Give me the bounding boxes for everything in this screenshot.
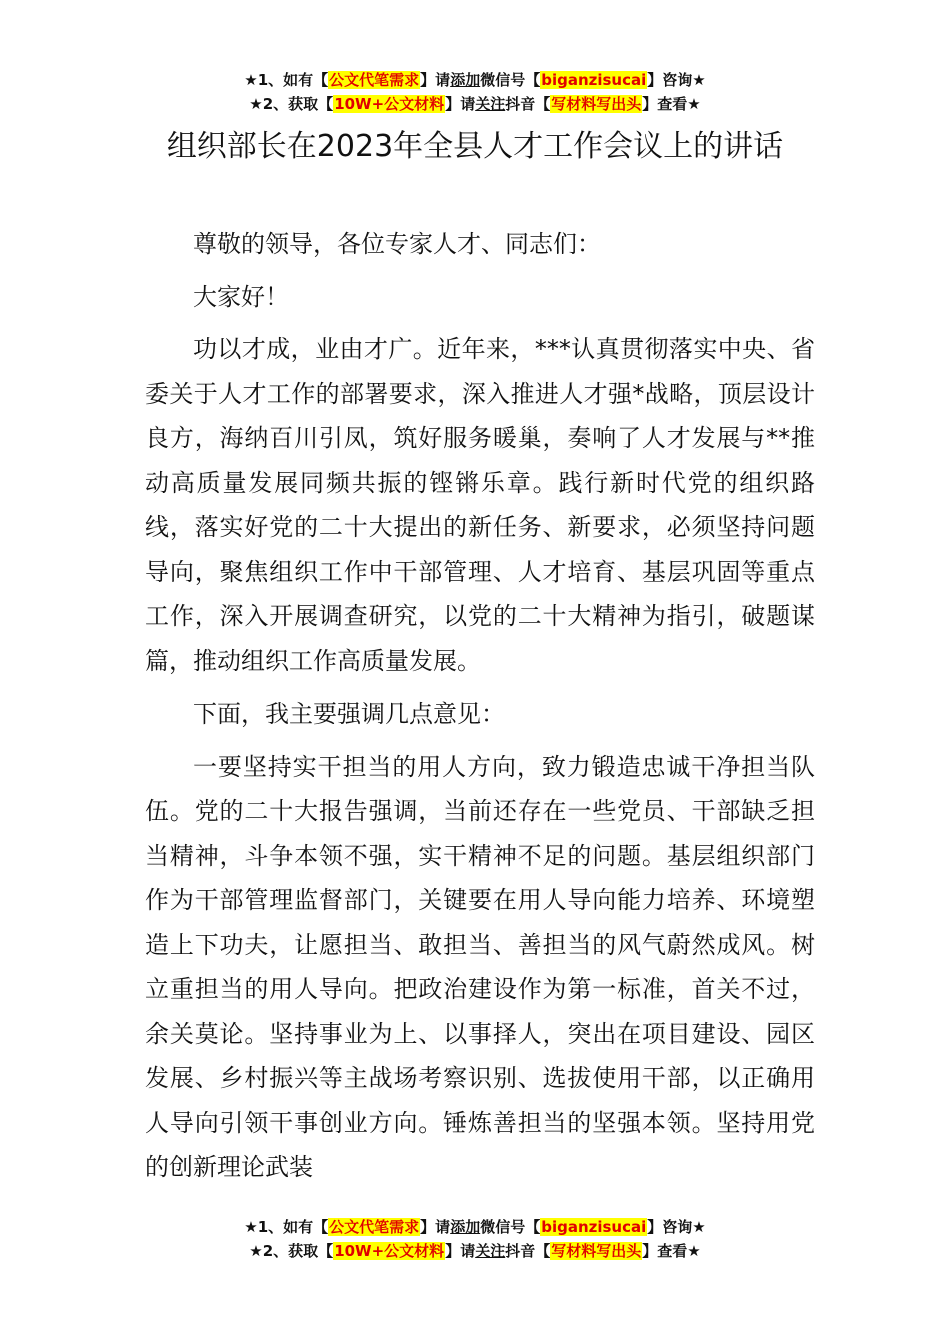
underlined-text: 关注	[475, 95, 506, 113]
highlight-text: 公文代笔需求	[329, 1218, 420, 1236]
banner-text: 微信号【	[480, 71, 541, 89]
highlight-text: 写材料写出头	[551, 1242, 642, 1260]
paragraph: 下面，我主要强调几点意见：	[193, 700, 505, 728]
underlined-text: 添加	[450, 71, 481, 89]
paragraph: 一要坚持实干担当的用人方向，致力锻造忠诚干净担当队伍。党的二十大报告强调，当前还存在一些党员、干部缺乏担当精神，斗争本领不强，实干精神不足的问题。基层组织部门作为干部管理监督部门，关键要在用人导向能力培养、环境塑造上下功夫，让愿担当、敢担当、善担当的风气蔚然成风。树立重担当的用人导向。把政治建设作为第一标准，首关不过，余关莫论。坚持事业为上、以事择人，突出在项目建设、园区发展、乡村振兴等主战场考察识别、选拔使用干部，以正确用人导向引领干事创业方向。锤炼善担当的坚强本领。坚持用党的创新理论武装	[145, 752, 815, 1181]
paragraph: 功以才成，业由才广。近年来，***认真贯彻落实中央、省委关于人才工作的部署要求，深入推进人才强*战略，顶层设计良方，海纳百川引凤，筑好服务暖巢，奏响了人才发展与**推动高质量发展同频共振的铿锵乐章。践行新时代党的组织路线，落实好党的二十大提出的新任务、新要求，必须坚持问题导向，聚焦组织工作中干部管理、人才培育、基层巩固等重点工作，深入开展调查研究，以党的二十大精神为指引，破题谋篇，推动组织工作高质量发展。	[145, 335, 815, 675]
banner-line-1	[0, 68, 950, 92]
banner-text: 】请	[445, 1242, 476, 1260]
underlined-text: 添加	[450, 1218, 481, 1236]
banner-text: 】请	[420, 1218, 451, 1236]
banner-text: 】查看★	[642, 95, 701, 113]
banner-text: 抖音【	[505, 1242, 551, 1260]
highlight-text: 10W+公文材料	[334, 95, 445, 113]
banner-text: ★1、如有【	[244, 1218, 329, 1236]
highlight-text: 写材料写出头	[551, 95, 642, 113]
underlined-text: 关注	[475, 1242, 506, 1260]
banner-line-1	[0, 1215, 950, 1239]
banner-text: 】查看★	[642, 1242, 701, 1260]
banner-line-2	[0, 1239, 950, 1263]
banner-text: 抖音【	[505, 95, 551, 113]
greeting: 大家好！	[193, 282, 289, 311]
banner-text: ★2、获取【	[249, 95, 334, 113]
document-title: 组织部长在2023年全县人才工作会议上的讲话	[166, 129, 784, 164]
highlight-text: biganzisucai	[541, 71, 647, 89]
banner-text: 】咨询★	[647, 71, 706, 89]
header-banner	[0, 68, 950, 116]
banner-text: 微信号【	[480, 1218, 541, 1236]
banner-text: ★2、获取【	[249, 1242, 334, 1260]
banner-text: 】请	[420, 71, 451, 89]
banner-text: ★1、如有【	[244, 71, 329, 89]
banner-text: 】请	[445, 95, 476, 113]
highlight-text: biganzisucai	[541, 1218, 647, 1236]
footer-banner	[0, 1215, 950, 1263]
highlight-text: 10W+公文材料	[334, 1242, 445, 1260]
salutation: 尊敬的领导，各位专家人才、同志们：	[193, 230, 601, 258]
highlight-text: 公文代笔需求	[329, 71, 420, 89]
banner-text: 】咨询★	[647, 1218, 706, 1236]
banner-line-2	[0, 92, 950, 116]
document-body	[145, 222, 815, 1199]
